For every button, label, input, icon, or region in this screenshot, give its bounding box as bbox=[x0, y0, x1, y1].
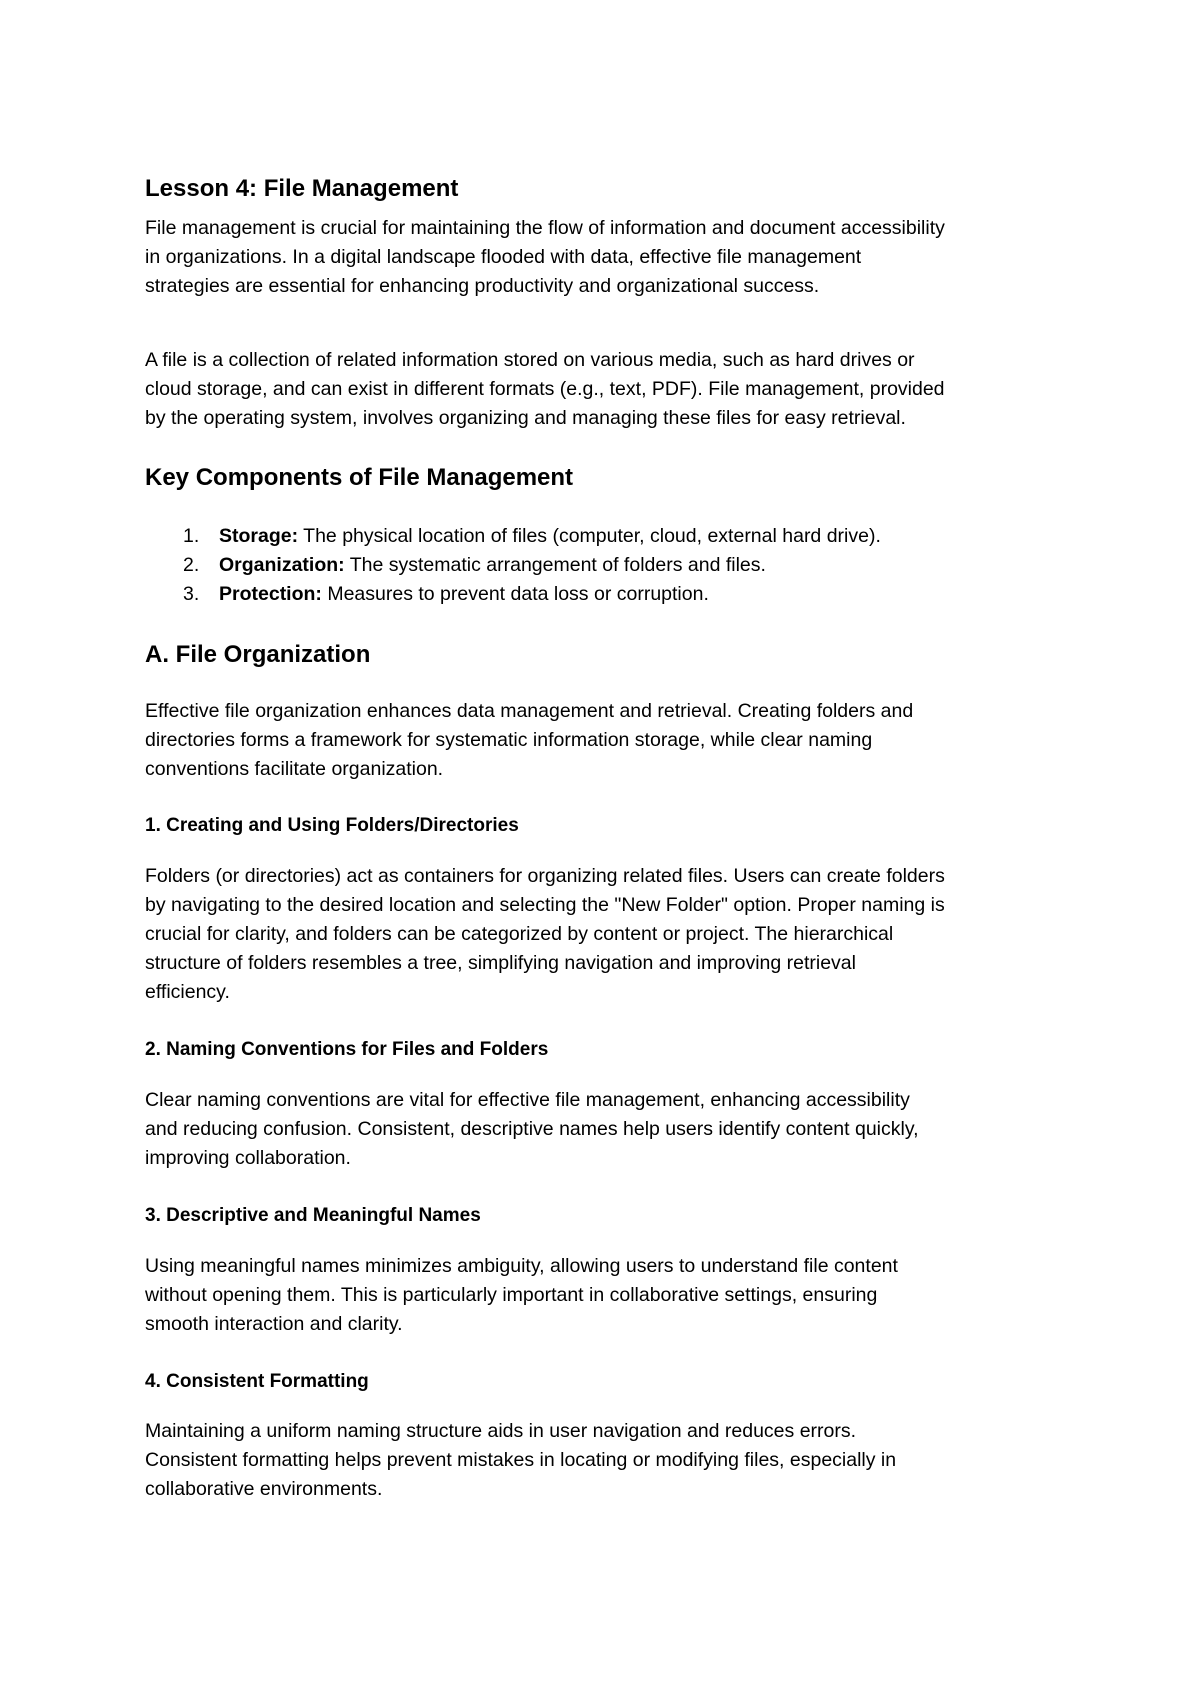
list-item-number: 2. bbox=[183, 554, 200, 576]
naming-conventions-line: Clear naming conventions are vital for effective file management, enhancing accessibility bbox=[145, 1089, 910, 1111]
list-item-text: The systematic arrangement of folders and files. bbox=[344, 554, 766, 576]
lesson-title: Lesson 4: File Management bbox=[145, 175, 459, 202]
meaningful-names-line: without opening them. This is particularly important in collaborative settings, ensuring bbox=[145, 1284, 878, 1306]
intro-line: File management is crucial for maintaining the flow of information and document accessibility bbox=[145, 217, 945, 239]
list-item bbox=[145, 580, 1075, 609]
consistent-formatting-paragraph bbox=[145, 1417, 1075, 1504]
list-item-text: Measures to prevent data loss or corruption. bbox=[321, 583, 709, 605]
list-item-number: 1. bbox=[183, 525, 200, 547]
file-definition-line: cloud storage, and can exist in different formats (e.g., text, PDF). File management, provided bbox=[145, 378, 945, 400]
meaningful-names-line: smooth interaction and clarity. bbox=[145, 1313, 403, 1335]
folders-line: efficiency. bbox=[145, 981, 230, 1003]
naming-conventions-subheading: 2. Naming Conventions for Files and Folders bbox=[145, 1039, 549, 1060]
intro-line: strategies are essential for enhancing productivity and organizational success. bbox=[145, 275, 820, 297]
key-components-list bbox=[145, 522, 1075, 609]
file-organization-heading: A. File Organization bbox=[145, 641, 371, 668]
list-item bbox=[145, 522, 1075, 551]
list-item-term: Protection: bbox=[219, 583, 322, 605]
naming-conventions-paragraph bbox=[145, 1086, 1075, 1173]
meaningful-names-paragraph bbox=[145, 1252, 1075, 1339]
folders-line: Folders (or directories) act as containers for organizing related files. Users can create folders bbox=[145, 865, 945, 887]
file-definition-line: by the operating system, involves organizing and managing these files for easy retrieval. bbox=[145, 407, 906, 429]
file-organization-line: conventions facilitate organization. bbox=[145, 758, 444, 780]
meaningful-names-line: Using meaningful names minimizes ambiguity, allowing users to understand file content bbox=[145, 1255, 898, 1277]
intro-line: in organizations. In a digital landscape flooded with data, effective file management bbox=[145, 246, 862, 268]
folders-subheading: 1. Creating and Using Folders/Directories bbox=[145, 815, 519, 836]
consistent-formatting-line: Maintaining a uniform naming structure aids in user navigation and reduces errors. bbox=[145, 1420, 857, 1442]
naming-conventions-line: and reducing confusion. Consistent, descriptive names help users identify content quickly, bbox=[145, 1118, 919, 1140]
naming-conventions-line: improving collaboration. bbox=[145, 1147, 351, 1169]
folders-paragraph bbox=[145, 862, 1075, 1007]
folders-line: by navigating to the desired location and selecting the "New Folder" option. Proper naming is bbox=[145, 894, 945, 916]
consistent-formatting-line: Consistent formatting helps prevent mistakes in locating or modifying files, especially in bbox=[145, 1449, 897, 1471]
key-components-heading: Key Components of File Management bbox=[145, 464, 574, 491]
list-item-number: 3. bbox=[183, 583, 200, 605]
file-organization-line: Effective file organization enhances data management and retrieval. Creating folders and bbox=[145, 700, 914, 722]
file-organization-line: directories forms a framework for systematic information storage, while clear naming bbox=[145, 729, 873, 751]
folders-line: structure of folders resembles a tree, simplifying navigation and improving retrieval bbox=[145, 952, 856, 974]
intro-paragraph bbox=[145, 214, 1075, 301]
file-definition-paragraph bbox=[145, 346, 1075, 433]
folders-line: crucial for clarity, and folders can be categorized by content or project. The hierarchical bbox=[145, 923, 894, 945]
meaningful-names-subheading: 3. Descriptive and Meaningful Names bbox=[145, 1205, 481, 1226]
file-definition-line: A file is a collection of related information stored on various media, such as hard drives or bbox=[145, 349, 915, 371]
file-organization-paragraph bbox=[145, 697, 1075, 784]
list-item-term: Storage: bbox=[219, 525, 299, 547]
list-item bbox=[145, 551, 1075, 580]
consistent-formatting-line: collaborative environments. bbox=[145, 1478, 383, 1500]
list-item-text: The physical location of files (computer, cloud, external hard drive). bbox=[298, 525, 881, 547]
consistent-formatting-subheading: 4. Consistent Formatting bbox=[145, 1371, 369, 1392]
list-item-term: Organization: bbox=[219, 554, 345, 576]
